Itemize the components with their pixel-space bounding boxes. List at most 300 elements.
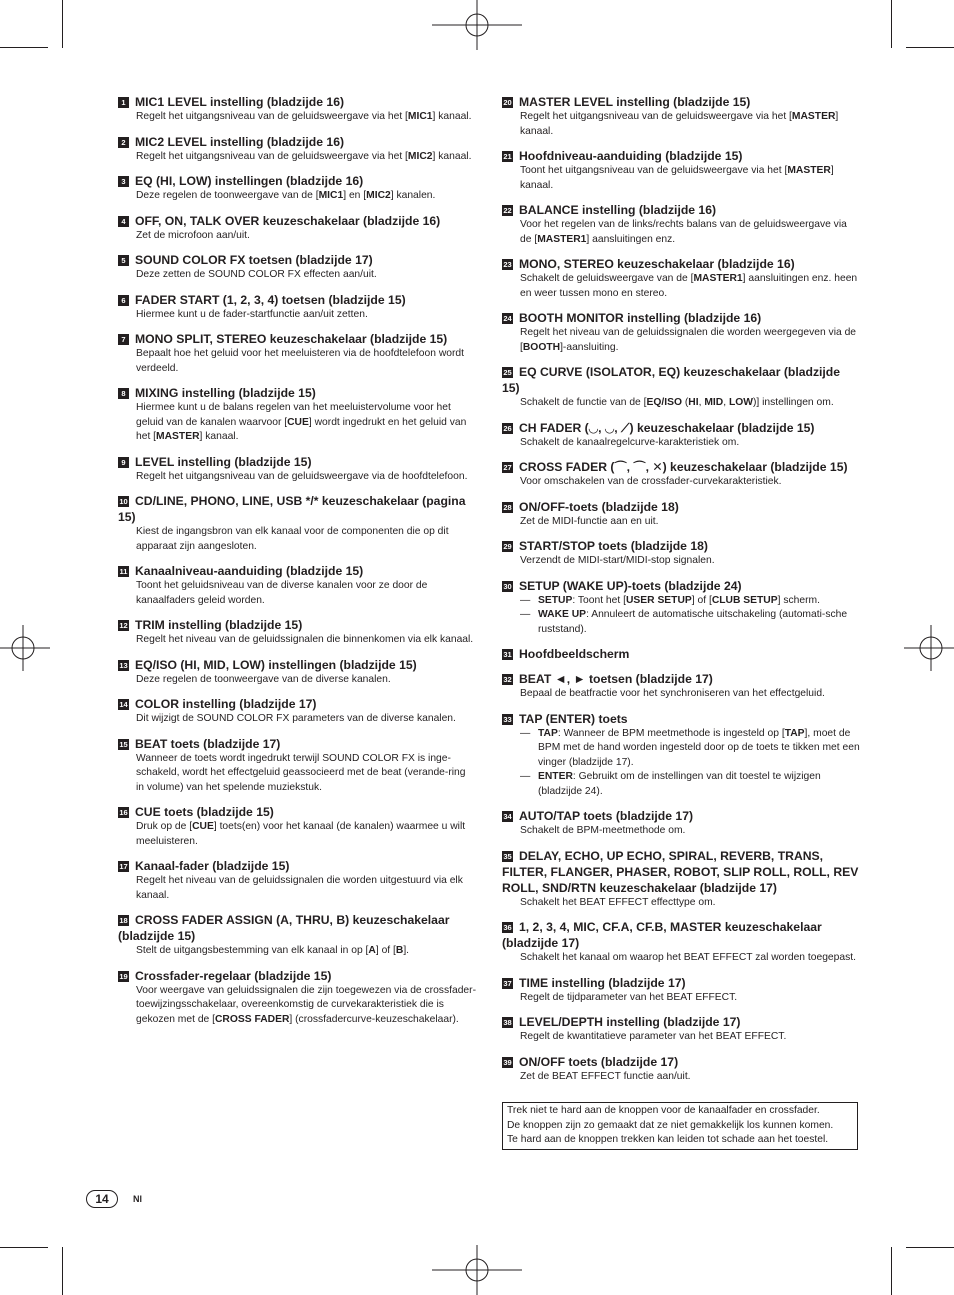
entry-number: 8: [118, 388, 129, 399]
entry-number: 27: [503, 463, 512, 472]
entry-heading: [502, 310, 860, 326]
entry-number: 12: [119, 621, 128, 630]
keyword-text: MASTER: [787, 165, 831, 176]
crop-mark: [0, 1247, 48, 1248]
keyword-text: A: [368, 945, 376, 956]
keyword-text: MIC2: [407, 150, 433, 162]
description-text: Voor weergave van geluidssignalen die zijn toegewezen via de crossfader-toewijzingsschakelaar, overeenkomstig de curvekarakteristiek die is gekozen met de [: [136, 984, 477, 1025]
entry-7: [118, 331, 476, 376]
entry-number: 6: [118, 295, 129, 306]
entry-number: 7: [118, 334, 129, 345]
entry-description: [520, 951, 860, 966]
description-text: ] wordt ingedrukt en het geluid van het [: [136, 416, 467, 442]
description-text: Hiermee kunt u de fader-startfunctie aan/uit zetten.: [136, 308, 368, 320]
entry-heading: [502, 94, 860, 110]
entry-heading: [118, 454, 476, 470]
entry-4: [118, 213, 476, 244]
language-code: Nl: [133, 1194, 142, 1204]
entry-15: [118, 736, 476, 796]
description-text: ] (crossfadercurve-keuzeschakelaar).: [289, 1013, 459, 1025]
page-number: 14: [86, 1190, 118, 1208]
entry-title: 1, 2, 3, 4, MIC, CF.A, CF.B, MASTER keuzeschakelaar (bladzijde 17): [502, 920, 822, 950]
entry-number: 21: [503, 152, 512, 161]
entry-description: [136, 150, 476, 165]
entry-33: [502, 711, 860, 800]
entry-heading: [502, 975, 860, 991]
description-text: : Gebruikt om de instellingen van dit toestel te wijzigen (bladzijde 24).: [538, 771, 821, 797]
description-text: ] of [: [691, 594, 712, 606]
description-text: Zet de MIDI-functie aan en uit.: [520, 515, 659, 527]
description-text: Regelt het uitgangsniveau van de geluidsweergave via de hoofdtelefoon.: [136, 470, 468, 482]
registration-mark-bottom: [432, 1245, 522, 1295]
entry-heading: [502, 646, 860, 662]
description-text: Zet de BEAT EFFECT functie aan/uit.: [520, 1070, 691, 1082]
description-text: ] scherm.: [777, 594, 820, 606]
keyword-text: MASTER: [156, 431, 200, 442]
description-text: ,: [698, 397, 705, 408]
entry-title: SOUND COLOR FX toetsen (bladzijde 17): [135, 253, 373, 267]
entry-description: [520, 554, 860, 569]
entry-25: [502, 364, 860, 411]
keyword-text: LOW: [728, 397, 753, 408]
entry-description: [520, 475, 860, 490]
entry-number: 14: [119, 700, 128, 709]
entry-heading: [502, 202, 860, 218]
entry-heading: [502, 808, 860, 824]
entry-34: [502, 808, 860, 839]
entry-title: BEAT toets (bladzijde 17): [135, 736, 281, 751]
keyword-text: CLUB SETUP: [711, 594, 778, 606]
entry-26: [502, 420, 860, 451]
entry-heading: [118, 657, 476, 673]
description-text: Regelt het niveau van de geluidssignalen die worden uitgestuurd via elk kanaal.: [136, 875, 463, 901]
entry-title: TIME instelling (bladzijde 17): [519, 975, 686, 990]
crop-mark: [0, 47, 48, 48]
caution-note-box: [502, 1102, 858, 1150]
entry-number: 24: [503, 314, 512, 323]
entry-heading: [502, 459, 860, 475]
entry-number: 15: [119, 739, 128, 749]
entry-32: [502, 671, 860, 702]
entry-heading: [118, 173, 476, 189]
description-text: Kiest de ingangsbron van elk kanaal voor de componenten die op dit apparaat zijn aangesloten.: [136, 526, 449, 552]
crop-mark: [62, 1247, 63, 1295]
keyword-text: HI: [688, 397, 699, 408]
entry-number: 30: [503, 581, 512, 591]
entry-description: [136, 820, 476, 849]
entry-description: [136, 347, 476, 376]
entry-number: 19: [119, 971, 128, 981]
description-text: ] aansluitingen enz. heen en weer tussen mono en stereo.: [520, 273, 858, 299]
description-text: Schakelt de BPM-meetmethode om.: [520, 825, 686, 836]
entry-number: 11: [119, 567, 128, 576]
description-text: : Annuleert de automatische uitschakeling (automati-sche ruststand).: [538, 609, 848, 635]
entry-description: [520, 1070, 860, 1085]
entry-title: EQ/ISO (HI, MID, LOW) instellingen (bladzijde 15): [135, 657, 417, 672]
entry-heading: [502, 848, 860, 896]
entry-title: EQ (HI, LOW) instellingen (bladzijde 16): [135, 174, 364, 188]
description-text: Bepaalt hoe het geluid voor het meeluisteren via de hoofdtelefoon wordt verdeeld.: [136, 348, 465, 374]
entry-description: [136, 401, 476, 445]
keyword-text: MASTER1: [693, 273, 743, 284]
entry-number: 39: [503, 1057, 512, 1067]
entry-21: [502, 148, 860, 193]
entry-8: [118, 385, 476, 445]
entry-27: [502, 459, 860, 490]
entry-30: [502, 578, 860, 638]
entry-heading: [118, 804, 476, 820]
entry-heading: [502, 1054, 860, 1070]
entry-28: [502, 499, 860, 530]
note-line: De knoppen zijn zo gemaakt dat ze niet gemakkelijk los kunnen komen.: [507, 1119, 834, 1131]
description-text: Verzendt de MIDI-start/MIDI-stop signalen.: [520, 555, 715, 566]
description-text: Wanneer de toets wordt ingedrukt terwijl SOUND COLOR FX is inge-schakeld, wordt het effectgeluid geassocieerd met de beat (verande-ring in volume) van het spelende muziekstuk.: [136, 752, 466, 793]
keyword-text: CROSS FADER: [215, 1013, 290, 1025]
description-text: Deze zetten de SOUND COLOR FX effecten aan/uit.: [136, 269, 377, 280]
note-line: Te hard aan de knoppen trekken kan leiden tot schade aan het toestel.: [507, 1134, 829, 1145]
description-text: Druk op de [: [136, 821, 193, 832]
entry-description: [136, 752, 476, 796]
entry-title: CD/LINE, PHONO, LINE, USB */* keuzeschakelaar (pagina 15): [118, 494, 466, 524]
entry-number: 38: [503, 1018, 512, 1027]
entry-number: 16: [119, 808, 128, 817]
keyword-text: MIC1: [407, 111, 433, 122]
crop-mark: [891, 0, 892, 48]
entry-3: [118, 173, 476, 204]
entry-2: [118, 134, 476, 165]
keyword-text: MIC1: [318, 190, 344, 201]
entry-number: 18: [119, 916, 128, 925]
entry-title: ON/OFF-toets (bladzijde 18): [519, 499, 679, 514]
entry-description: [136, 470, 476, 485]
entry-title: CROSS FADER ASSIGN (A, THRU, B) keuzeschakelaar (bladzijde 15): [118, 913, 450, 943]
keyword-text: BOOTH: [522, 341, 561, 353]
description-text: ] aansluitingen enz.: [586, 233, 676, 245]
entry-title: Hoofdniveau-aanduiding (bladzijde 15): [519, 149, 743, 163]
entry-description: [520, 218, 860, 247]
entry-10: [118, 493, 476, 554]
registration-mark-top: [432, 0, 522, 50]
entry-description: [136, 525, 476, 554]
keyword-text: WAKE UP: [538, 609, 587, 620]
description-text: Regelt het uitgangsniveau van de geluidsweergave via het [: [136, 111, 408, 122]
description-text: Zet de microfoon aan/uit.: [136, 229, 250, 241]
entry-description: [136, 673, 476, 688]
entry-heading: [502, 578, 860, 594]
keyword-text: TAP: [784, 727, 805, 739]
entry-number: 5: [118, 255, 129, 266]
entry-heading: [118, 292, 476, 308]
entry-1: [118, 94, 476, 125]
entry-number: 13: [119, 660, 128, 670]
entry-number: 37: [503, 978, 512, 988]
entry-description: [136, 579, 476, 608]
entry-title: EQ CURVE (ISOLATOR, EQ) keuzeschakelaar (bladzijde 15): [502, 365, 841, 395]
entry-number: 31: [503, 650, 512, 659]
entry-12: [118, 617, 476, 648]
entry-heading: [502, 919, 860, 951]
crop-mark: [62, 0, 63, 48]
entry-heading: [502, 499, 860, 515]
entry-11: [118, 563, 476, 608]
description-text: ] kanaal.: [520, 165, 834, 191]
entry-list-item: [520, 608, 860, 637]
entry-22: [502, 202, 860, 247]
description-text: Regelt het niveau van de geluidssignalen die worden weergegeven via de [: [520, 327, 857, 353]
entry-39: [502, 1054, 860, 1085]
entry-heading: [502, 538, 860, 554]
entry-description: [520, 272, 860, 301]
entry-heading: [502, 711, 860, 727]
entry-number: 29: [503, 542, 512, 551]
description-text: Regelt het uitgangsniveau van de geluidsweergave via het [: [520, 111, 792, 122]
entry-description: [520, 396, 860, 411]
entry-title: CROSS FADER (⌒, ⌒, ✕) keuzeschakelaar (bladzijde 15): [519, 460, 848, 474]
description-text: (: [682, 397, 689, 408]
keyword-text: CUE: [287, 416, 309, 428]
entry-14: [118, 696, 476, 727]
entry-list-item: [520, 727, 860, 771]
entry-description: [136, 633, 476, 648]
entry-number: 34: [503, 812, 512, 821]
entry-5: [118, 252, 476, 283]
entry-number: 17: [119, 862, 128, 871]
entry-37: [502, 975, 860, 1006]
entry-heading: [118, 213, 476, 229]
entry-number: 22: [503, 206, 512, 215]
description-text: Voor het regelen van de links/rechts balans van de geluidsweergave via de [: [520, 219, 847, 245]
entry-title: CH FADER (◡, ◡, ⟋) keuzeschakelaar (bladzijde 15): [519, 420, 815, 435]
entry-heading: [502, 256, 860, 272]
entry-title: MASTER LEVEL instelling (bladzijde 15): [519, 95, 751, 109]
description-text: ] en [: [343, 190, 367, 201]
entry-title: COLOR instelling (bladzijde 17): [135, 697, 317, 711]
entry-title: BOOTH MONITOR instelling (bladzijde 16): [519, 311, 762, 325]
entry-description: [520, 991, 860, 1006]
entry-title: MIXING instelling (bladzijde 15): [135, 386, 316, 400]
entry-description: [136, 308, 476, 323]
entry-number: 23: [503, 260, 512, 269]
entry-title: MONO, STEREO keuzeschakelaar (bladzijde 16): [519, 257, 795, 271]
keyword-text: SETUP: [538, 594, 573, 606]
description-text: ] toets(en) voor het kanaal (de kanalen) waarmee u wilt meeluisteren.: [136, 821, 466, 847]
entry-number: 4: [118, 216, 129, 227]
entry-title: BALANCE instelling (bladzijde 16): [519, 203, 717, 217]
entry-13: [118, 657, 476, 688]
keyword-text: TAP: [538, 727, 558, 739]
entry-31: [502, 646, 860, 662]
description-text: ] of [: [375, 945, 396, 956]
entry-title: MIC2 LEVEL instelling (bladzijde 16): [135, 134, 345, 149]
keyword-text: ENTER: [538, 771, 573, 782]
entry-description: [520, 436, 860, 451]
description-text: Schakelt het kanaal om waarop het BEAT EFFECT zal worden toegepast.: [520, 952, 856, 963]
description-text: Schakelt de functie van de [: [520, 397, 647, 408]
entry-title: Hoofdbeeldscherm: [519, 647, 630, 661]
entry-heading: [502, 1014, 860, 1030]
entry-16: [118, 804, 476, 849]
entry-title: FADER START (1, 2, 3, 4) toetsen (bladzijde 15): [135, 292, 406, 307]
entry-20: [502, 94, 860, 139]
entry-38: [502, 1014, 860, 1045]
description-text: Toont het geluidsniveau van de diverse kanalen voor ze door de kanaalfaders geleid worden.: [136, 580, 428, 606]
registration-mark-left: [0, 625, 50, 671]
keyword-text: MASTER: [791, 111, 836, 122]
entry-title: CUE toets (bladzijde 15): [135, 805, 274, 819]
entry-number: 28: [503, 502, 512, 512]
entry-title: LEVEL instelling (bladzijde 15): [135, 454, 312, 469]
entry-title: MIC1 LEVEL instelling (bladzijde 16): [135, 95, 345, 109]
entry-title: TRIM instelling (bladzijde 15): [135, 618, 303, 632]
entry-number: 26: [503, 423, 512, 433]
entry-number: 35: [503, 851, 512, 861]
entry-17: [118, 858, 476, 903]
entry-title: BEAT ◄, ► toetsen (bladzijde 17): [519, 672, 713, 686]
entry-heading: [118, 385, 476, 401]
keyword-text: USER SETUP: [625, 594, 692, 606]
entry-list-item: [520, 594, 860, 609]
entry-number: 32: [503, 675, 512, 684]
description-text: Regelt het niveau van de geluidssignalen die binnenkomen via elk kanaal.: [136, 634, 474, 645]
entry-title: Crossfader-regelaar (bladzijde 15): [135, 968, 332, 983]
entry-description: [136, 874, 476, 903]
entry-number: 20: [503, 98, 512, 107]
entry-description: [520, 164, 860, 193]
entry-description: [136, 268, 476, 283]
keyword-text: EQ/ISO: [646, 397, 682, 408]
entry-description: [520, 515, 860, 530]
entry-title: MONO SPLIT, STEREO keuzeschakelaar (bladzijde 15): [135, 332, 448, 346]
description-text: ]-aansluiting.: [560, 341, 619, 353]
entry-heading: [118, 493, 476, 525]
registration-mark-right: [904, 625, 954, 671]
description-text: Schakelt de geluidsweergave van de [: [520, 273, 694, 284]
description-text: Schakelt de kanaalregelcurve-karakteristiek om.: [520, 436, 740, 448]
entry-description: [136, 944, 476, 959]
entry-title: START/STOP toets (bladzijde 18): [519, 539, 708, 553]
description-text: ,: [723, 397, 729, 408]
entry-description: [136, 189, 476, 204]
keyword-text: B: [395, 945, 404, 956]
entry-number: 1: [118, 97, 129, 108]
entry-heading: [118, 912, 476, 944]
entry-title: LEVEL/DEPTH instelling (bladzijde 17): [519, 1015, 741, 1029]
entry-9: [118, 454, 476, 485]
entry-heading: [118, 134, 476, 150]
left-column: [118, 94, 476, 1036]
entry-19: [118, 968, 476, 1028]
entry-title: DELAY, ECHO, UP ECHO, SPIRAL, REVERB, TRANS, FILTER, FLANGER, PHASER, ROBOT, SLIP ROLL, ROLL, REV ROLL, SND/RTN keuzeschakelaar (bladzijde 17): [502, 848, 859, 895]
keyword-text: MIC2: [366, 190, 391, 201]
entry-23: [502, 256, 860, 301]
description-text: ] kanaal.: [432, 111, 472, 122]
entry-36: [502, 919, 860, 966]
description-text: Dit wijzigt de SOUND COLOR FX parameters van de diverse kanalen.: [136, 713, 456, 724]
entry-description: [520, 824, 860, 839]
description-text: : Toont het [: [572, 594, 626, 606]
entry-description: [520, 1030, 860, 1045]
entry-heading: [502, 420, 860, 436]
entry-heading: [118, 94, 476, 110]
description-text: Hiermee kunt u de balans regelen van het meeluistervolume voor het geluid van de kanalen waarvoor [: [136, 402, 451, 428]
entry-number: 2: [118, 137, 129, 148]
description-text: ] kanaal.: [199, 431, 239, 442]
description-text: Deze regelen de toonweergave van de [: [136, 190, 319, 201]
entry-heading: [118, 736, 476, 752]
entry-title: SETUP (WAKE UP)-toets (bladzijde 24): [519, 578, 742, 593]
entry-heading: [118, 252, 476, 268]
note-line: Trek niet te hard aan de knoppen voor de kanaalfader en crossfader.: [507, 1105, 820, 1116]
entry-list-item: [520, 770, 860, 799]
entry-description: [136, 984, 476, 1028]
description-text: Regelt de tijdparameter van het BEAT EFFECT.: [520, 991, 738, 1003]
entry-heading: [118, 696, 476, 712]
description-text: Toont het uitgangsniveau van de geluidsweergave via het [: [520, 165, 788, 176]
entry-title: OFF, ON, TALK OVER keuzeschakelaar (bladzijde 16): [135, 213, 441, 228]
description-text: Voor omschakelen van de crossfader-curvekarakteristiek.: [520, 476, 782, 487]
entry-description: [520, 896, 860, 911]
entry-title: Kanaalniveau-aanduiding (bladzijde 15): [135, 564, 364, 578]
description-text: Deze regelen de toonweergave van de diverse kanalen.: [136, 673, 391, 685]
description-text: Schakelt het BEAT EFFECT effecttype om.: [520, 896, 716, 908]
description-text: ].: [403, 945, 410, 956]
entry-6: [118, 292, 476, 323]
entry-18: [118, 912, 476, 959]
entry-title: AUTO/TAP toets (bladzijde 17): [519, 809, 694, 823]
entry-description: [136, 110, 476, 125]
entry-title: TAP (ENTER) toets: [519, 711, 628, 726]
entry-heading: [118, 331, 476, 347]
entry-heading: [502, 364, 860, 396]
description-text: Regelt de kwantitatieve parameter van het BEAT EFFECT.: [520, 1031, 787, 1042]
description-text: ], moet de BPM met de hand worden ingesteld door op de toets te tikken met een vinger (bladzijde 17).: [538, 727, 860, 768]
entry-number: 36: [503, 923, 512, 932]
entry-heading: [118, 563, 476, 579]
entry-24: [502, 310, 860, 355]
entry-description: [136, 712, 476, 727]
entry-heading: [118, 858, 476, 874]
entry-29: [502, 538, 860, 569]
entry-heading: [502, 671, 860, 687]
right-column: [502, 94, 860, 1093]
entry-number: 10: [119, 497, 128, 506]
description-text: ] kanaal.: [520, 111, 839, 137]
entry-number: 33: [503, 714, 512, 724]
crop-mark: [906, 47, 954, 48]
keyword-text: MASTER1: [537, 233, 587, 245]
entry-title: ON/OFF toets (bladzijde 17): [519, 1054, 679, 1069]
description-text: : Wanneer de BPM meetmethode is ingesteld op [: [557, 727, 785, 739]
entry-heading: [502, 148, 860, 164]
entry-description: [520, 110, 860, 139]
entry-number: 25: [503, 368, 512, 377]
entry-heading: [118, 617, 476, 633]
keyword-text: MID: [704, 397, 724, 408]
description-text: Bepaal de beatfractie voor het synchroniseren van het effectgeluid.: [520, 688, 825, 699]
entry-description: [136, 229, 476, 244]
description-text: ] kanalen.: [390, 190, 436, 201]
description-text: Stelt de uitgangsbestemming van elk kanaal in op [: [136, 945, 369, 956]
description-text: ] kanaal.: [432, 150, 472, 162]
entry-description: [520, 687, 860, 702]
entry-title: Kanaal-fader (bladzijde 15): [135, 859, 290, 873]
entry-heading: [118, 968, 476, 984]
description-text: Regelt het uitgangsniveau van de geluidsweergave via het [: [136, 150, 408, 162]
entry-number: 3: [118, 176, 129, 187]
crop-mark: [906, 1247, 954, 1248]
entry-description: [520, 326, 860, 355]
crop-mark: [891, 1247, 892, 1295]
